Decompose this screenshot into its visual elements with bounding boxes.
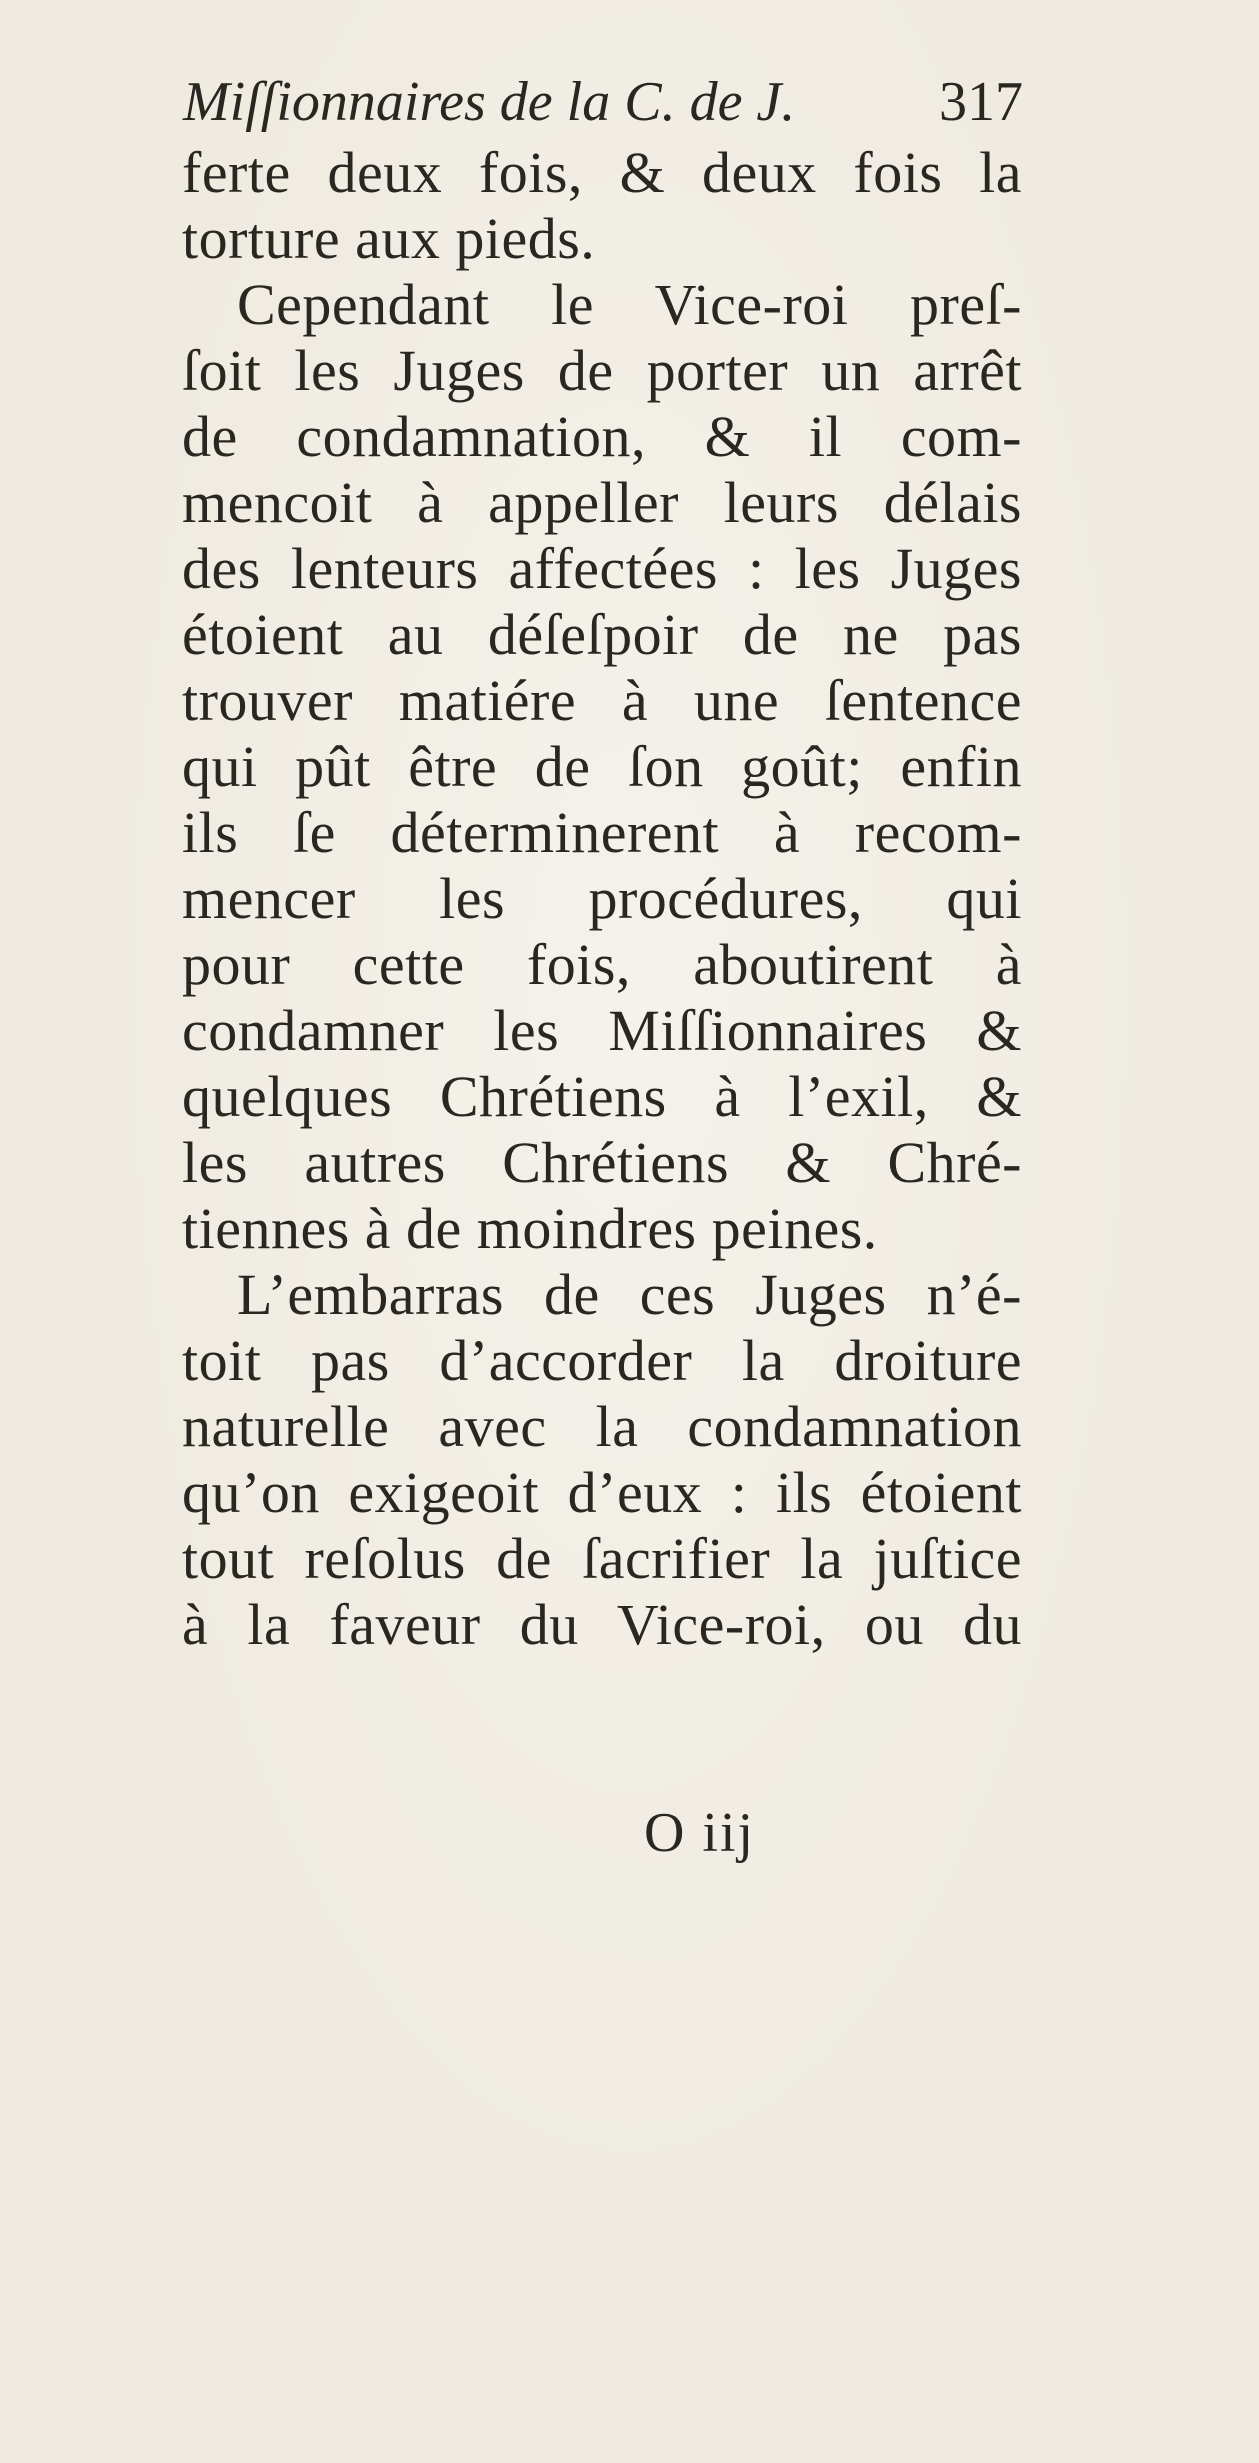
text-line: à la faveur du Vice-roi, ou du	[182, 1592, 1022, 1657]
page-number: 317	[939, 71, 1023, 133]
text-line: tout reſolus de ſacrifier la juſtice	[182, 1526, 1022, 1591]
text-line: condamner les Miſſionnaires &	[182, 998, 1022, 1063]
text-line: ils ſe déterminerent à recom-	[182, 800, 1022, 865]
text-line: tiennes à de moindres peines.	[182, 1196, 878, 1261]
text-line: quelques Chrétiens à l’exil, &	[182, 1064, 1022, 1129]
text-line: toit pas d’accorder la droiture	[182, 1328, 1022, 1393]
text-line: trouver matiére à une ſentence	[182, 668, 1022, 733]
text-line: pour cette fois, aboutirent à	[182, 932, 1022, 997]
text-line: mencoit à appeller leurs délais	[182, 470, 1022, 535]
text-line: des lenteurs affectées : les Juges	[182, 536, 1022, 601]
text-line: ſoit les Juges de porter un arrêt	[182, 338, 1022, 403]
text-line: ferte deux fois, & deux fois la	[182, 140, 1022, 205]
text-line: mencer les procédures, qui	[182, 866, 1022, 931]
running-head	[183, 62, 1023, 142]
body-text	[182, 140, 1022, 1658]
signature-mark	[0, 1800, 1259, 1866]
text-line: Cependant le Vice-roi preſ-	[237, 272, 1022, 337]
text-line: torture aux pieds.	[182, 206, 596, 271]
text-line: les autres Chrétiens & Chré-	[182, 1130, 1022, 1195]
text-line: qui pût être de ſon goût; enfin	[182, 734, 1022, 799]
text-line: qu’on exigeoit d’eux : ils étoient	[182, 1460, 1022, 1525]
running-head-title: Miſſionnaires de la C. de J.	[183, 71, 796, 133]
text-line: de condamnation, & il com-	[182, 404, 1022, 469]
text-line: L’embarras de ces Juges n’é-	[237, 1262, 1022, 1327]
text-line: étoient au déſeſpoir de ne pas	[182, 602, 1022, 667]
text-line: naturelle avec la condamnation	[182, 1394, 1022, 1459]
signature-mark-text: O iij	[643, 1802, 756, 1864]
